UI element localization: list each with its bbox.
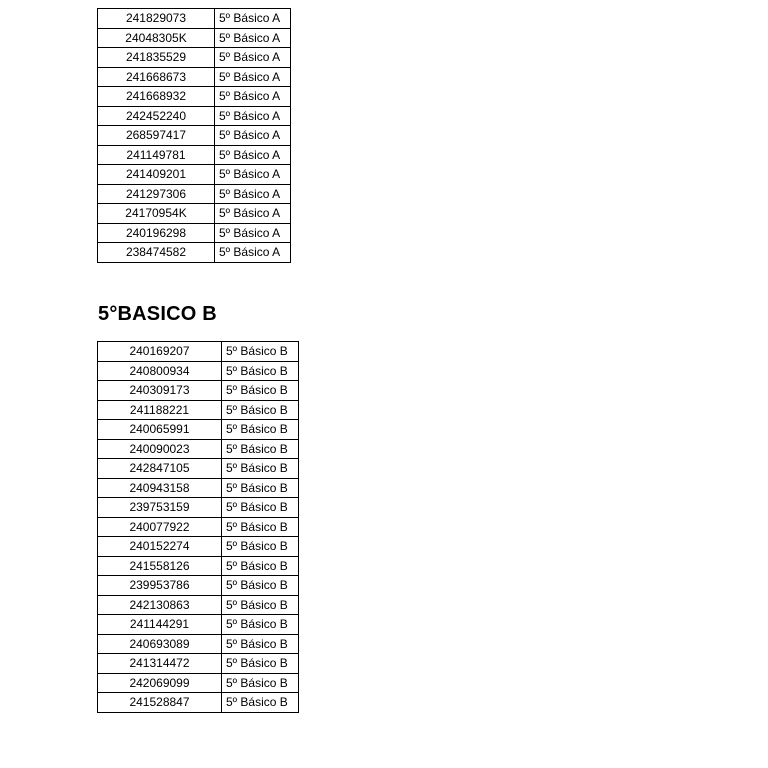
table-row (98, 654, 299, 674)
table-row (98, 498, 299, 518)
table-row (98, 673, 299, 693)
course-cell: 5º Básico A (215, 106, 291, 126)
course-cell: 5º Básico A (215, 223, 291, 243)
course-cell: 5º Básico A (215, 126, 291, 146)
student-id-cell: 241668673 (98, 67, 215, 87)
course-cell: 5º Básico B (222, 420, 299, 440)
roster-table-5-basico-b (97, 341, 299, 713)
student-id-cell: 241558126 (98, 556, 222, 576)
course-cell: 5º Básico B (222, 361, 299, 381)
roster-table-5-basico-a (97, 8, 291, 263)
course-cell: 5º Básico A (215, 184, 291, 204)
table-row (98, 478, 299, 498)
course-cell: 5º Básico B (222, 634, 299, 654)
student-id-cell: 24048305K (98, 28, 215, 48)
table-row (98, 106, 291, 126)
roster-table-body (98, 9, 291, 263)
student-id-cell: 241188221 (98, 400, 222, 420)
course-cell: 5º Básico A (215, 165, 291, 185)
student-id-cell: 241829073 (98, 9, 215, 29)
course-cell: 5º Básico B (222, 537, 299, 557)
table-row (98, 439, 299, 459)
roster-table-body (98, 342, 299, 713)
student-id-cell: 242069099 (98, 673, 222, 693)
table-row (98, 615, 299, 635)
course-cell: 5º Básico B (222, 556, 299, 576)
course-cell: 5º Básico A (215, 204, 291, 224)
section-heading-5-basico-b: 5°BASICO B (98, 303, 217, 325)
table-row (98, 459, 299, 479)
table-row (98, 184, 291, 204)
student-id-cell: 240800934 (98, 361, 222, 381)
course-cell: 5º Básico B (222, 576, 299, 596)
student-id-cell: 239953786 (98, 576, 222, 596)
table-row (98, 693, 299, 713)
course-cell: 5º Básico B (222, 673, 299, 693)
student-id-cell: 24170954K (98, 204, 215, 224)
student-id-cell: 241149781 (98, 145, 215, 165)
course-cell: 5º Básico B (222, 498, 299, 518)
table-row (98, 204, 291, 224)
student-id-cell: 240196298 (98, 223, 215, 243)
table-row (98, 595, 299, 615)
student-id-cell: 242452240 (98, 106, 215, 126)
course-cell: 5º Básico B (222, 400, 299, 420)
table-row (98, 517, 299, 537)
student-id-cell: 241144291 (98, 615, 222, 635)
course-cell: 5º Básico B (222, 478, 299, 498)
table-row (98, 28, 291, 48)
student-id-cell: 238474582 (98, 243, 215, 263)
course-cell: 5º Básico B (222, 459, 299, 479)
course-cell: 5º Básico A (215, 243, 291, 263)
course-cell: 5º Básico A (215, 145, 291, 165)
student-id-cell: 240090023 (98, 439, 222, 459)
student-id-cell: 242130863 (98, 595, 222, 615)
table-row (98, 576, 299, 596)
course-cell: 5º Básico A (215, 28, 291, 48)
student-id-cell: 242847105 (98, 459, 222, 479)
course-cell: 5º Básico A (215, 48, 291, 68)
student-id-cell: 241409201 (98, 165, 215, 185)
student-id-cell: 240077922 (98, 517, 222, 537)
table-row (98, 223, 291, 243)
table-row (98, 48, 291, 68)
student-id-cell: 241297306 (98, 184, 215, 204)
table-row (98, 634, 299, 654)
course-cell: 5º Básico B (222, 615, 299, 635)
student-id-cell: 241668932 (98, 87, 215, 107)
table-row (98, 126, 291, 146)
student-id-cell: 240693089 (98, 634, 222, 654)
student-id-cell: 241835529 (98, 48, 215, 68)
table-row (98, 165, 291, 185)
course-cell: 5º Básico B (222, 517, 299, 537)
table-row (98, 243, 291, 263)
student-id-cell: 240152274 (98, 537, 222, 557)
table-row (98, 381, 299, 401)
student-id-cell: 241314472 (98, 654, 222, 674)
table-row (98, 400, 299, 420)
course-cell: 5º Básico A (215, 87, 291, 107)
table-row (98, 145, 291, 165)
student-id-cell: 240943158 (98, 478, 222, 498)
course-cell: 5º Básico A (215, 67, 291, 87)
student-id-cell: 268597417 (98, 126, 215, 146)
student-id-cell: 239753159 (98, 498, 222, 518)
course-cell: 5º Básico B (222, 439, 299, 459)
student-id-cell: 240065991 (98, 420, 222, 440)
course-cell: 5º Básico A (215, 9, 291, 29)
course-cell: 5º Básico B (222, 693, 299, 713)
table-row (98, 87, 291, 107)
student-id-cell: 240309173 (98, 381, 222, 401)
table-row (98, 420, 299, 440)
student-id-cell: 241528847 (98, 693, 222, 713)
table-row (98, 342, 299, 362)
table-row (98, 9, 291, 29)
course-cell: 5º Básico B (222, 381, 299, 401)
course-cell: 5º Básico B (222, 595, 299, 615)
table-row (98, 361, 299, 381)
course-cell: 5º Básico B (222, 654, 299, 674)
table-row (98, 537, 299, 557)
course-cell: 5º Básico B (222, 342, 299, 362)
table-row (98, 67, 291, 87)
student-id-cell: 240169207 (98, 342, 222, 362)
table-row (98, 556, 299, 576)
